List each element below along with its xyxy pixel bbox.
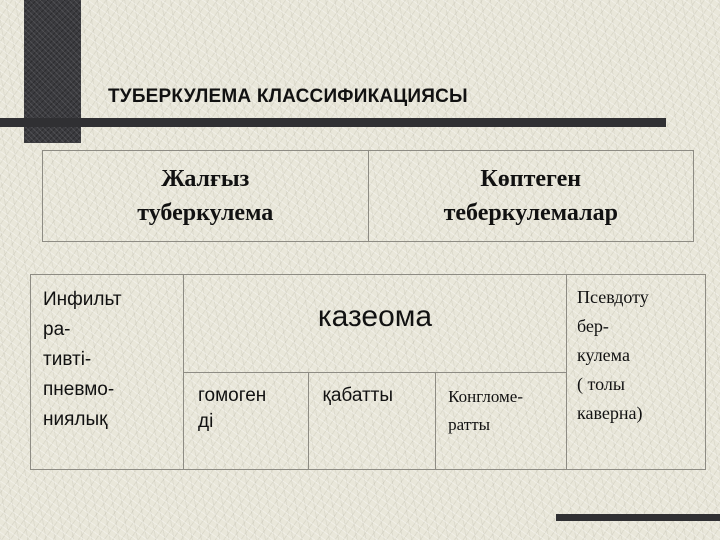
cell-layered: қабатты <box>308 373 436 470</box>
tuberculoma-count-table <box>42 150 694 242</box>
cell-multiple-tuberculomas: Көптеген теберкулемалар <box>368 151 694 242</box>
bottom-accent-rule <box>556 514 720 521</box>
table-row <box>43 151 694 242</box>
cell-homogeneous: гомоген ді <box>184 373 309 470</box>
title-underline-rule <box>0 118 666 127</box>
cell-conglomerate: Конгломе- ратты <box>436 373 567 470</box>
cell-pseudotuberculoma: Псевдоту бер- кулема ( толы каверна) <box>567 275 706 470</box>
slide-title: ТУБЕРКУЛЕМА КЛАССИФИКАЦИЯСЫ <box>108 86 468 107</box>
cell-infiltrative-pneumonic: Инфильт ра- тивті- пневмо- ниялық <box>31 275 184 470</box>
tuberculoma-type-table <box>30 274 706 470</box>
table-row <box>31 275 706 373</box>
cell-single-tuberculoma: Жалғыз туберкулема <box>43 151 369 242</box>
cell-caseoma: казеома <box>184 275 567 373</box>
